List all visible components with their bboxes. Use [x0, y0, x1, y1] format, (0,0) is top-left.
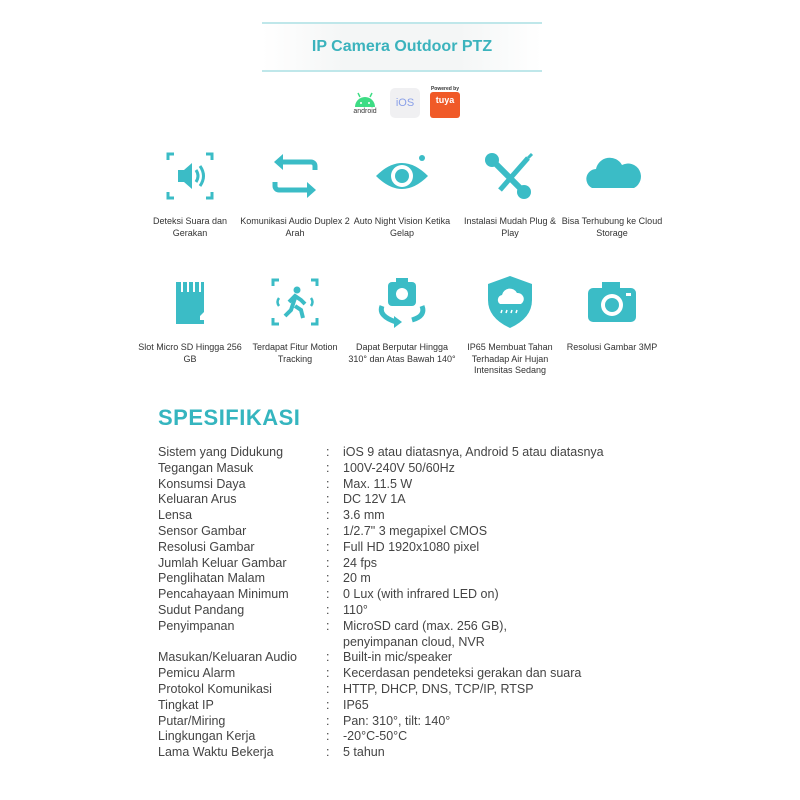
motion-tracking-icon — [265, 272, 325, 332]
spec-row — [158, 445, 604, 461]
android-icon — [352, 92, 378, 108]
feature-label: Bisa Terhubung ke Cloud Storage — [561, 216, 663, 238]
spec-colon: : — [326, 587, 330, 602]
spec-row — [158, 619, 604, 635]
spec-row — [158, 492, 604, 508]
spec-colon: : — [326, 492, 330, 507]
spec-label: Sensor Gambar — [158, 523, 247, 538]
tools-icon — [480, 146, 540, 206]
spec-value: iOS 9 atau diatasnya, Android 5 atau diatasnya — [343, 445, 604, 459]
spec-row — [158, 571, 604, 587]
spec-label: Keluaran Arus — [158, 492, 237, 507]
spec-colon: : — [326, 650, 330, 665]
tuya-badge: Powered by tuya — [430, 86, 460, 118]
spec-value: 24 fps — [343, 555, 378, 570]
feature-label: Komunikasi Audio Duplex 2 Arah — [240, 216, 350, 238]
spec-colon: : — [326, 445, 330, 459]
spec-row — [158, 666, 604, 682]
spec-label: Konsumsi Daya — [158, 476, 246, 491]
spec-value: 5 tahun — [343, 745, 385, 760]
spec-heading: SPESIFIKASI — [158, 405, 301, 430]
spec-row — [158, 461, 604, 477]
spec-value: DC 12V 1A — [343, 492, 406, 507]
spec-label: Masukan/Keluaran Audio — [158, 650, 297, 665]
spec-colon: : — [326, 476, 330, 491]
feature-label: Instalasi Mudah Plug & Play — [463, 216, 557, 238]
spec-colon: : — [326, 681, 330, 696]
spec-row — [158, 556, 604, 572]
camera-icon — [582, 272, 642, 332]
spec-label: Jumlah Keluar Gambar — [158, 555, 287, 570]
spec-label: Penglihatan Malam — [158, 571, 266, 586]
spec-label: Sistem yang Didukung — [158, 445, 284, 459]
spec-value: Pan: 310°, tilt: 140° — [343, 713, 451, 728]
spec-value: 100V-240V 50/60Hz — [343, 460, 455, 475]
spec-colon: : — [326, 523, 330, 538]
sd-card-icon — [160, 272, 220, 332]
feature-item — [240, 272, 350, 365]
spec-colon: : — [326, 666, 330, 681]
spec-row — [158, 729, 604, 745]
feature-item — [557, 272, 667, 354]
feature-label: Terdapat Fitur Motion Tracking — [252, 342, 338, 364]
spec-label: Tingkat IP — [158, 697, 214, 712]
spec-value: 3.6 mm — [343, 508, 385, 523]
spec-value: -20°C-50°C — [343, 729, 408, 744]
spec-colon: : — [326, 602, 330, 617]
platform-badges — [350, 86, 460, 118]
spec-value: HTTP, DHCP, DNS, TCP/IP, RTSP — [343, 681, 534, 696]
spec-label: Sudut Pandang — [158, 602, 245, 617]
page-title: IP Camera Outdoor PTZ — [311, 38, 493, 55]
spec-value: 110° — [343, 602, 368, 617]
title-banner — [262, 22, 542, 72]
spec-colon: : — [326, 697, 330, 712]
spec-row-continued — [158, 635, 604, 651]
feature-label: Resolusi Gambar 3MP — [566, 342, 658, 352]
spec-row — [158, 682, 604, 698]
spec-colon: : — [326, 555, 330, 570]
spec-row — [158, 587, 604, 603]
spec-value: 0 Lux (with infrared LED on) — [343, 587, 499, 602]
sound-detect-icon — [160, 146, 220, 206]
feature-item — [347, 146, 457, 239]
feature-item — [557, 146, 667, 239]
spec-label: Lingkungan Kerja — [158, 729, 256, 744]
spec-value: 1/2.7" 3 megapixel CMOS — [343, 523, 488, 538]
spec-row — [158, 745, 604, 761]
spec-row — [158, 698, 604, 714]
spec-value: penyimpanan cloud, NVR — [343, 634, 485, 649]
spec-label: Resolusi Gambar — [158, 539, 255, 554]
feature-label: IP65 Membuat Tahan Terhadap Air Hujan Intensitas Sedang — [467, 342, 553, 375]
spec-value: 20 m — [343, 571, 371, 586]
feature-item — [455, 146, 565, 239]
spec-label: Lama Waktu Bekerja — [158, 745, 274, 760]
feature-label: Deteksi Suara dan Gerakan — [152, 216, 228, 238]
spec-colon: : — [326, 571, 330, 586]
spec-colon: : — [326, 618, 330, 633]
spec-value: Built-in mic/speaker — [343, 650, 453, 665]
spec-colon: : — [326, 539, 330, 554]
spec-row — [158, 477, 604, 493]
spec-row — [158, 650, 604, 666]
spec-colon: : — [326, 460, 330, 475]
spec-label: Putar/Miring — [158, 713, 226, 728]
spec-value: IP65 — [343, 697, 369, 712]
feature-item — [240, 146, 350, 239]
spec-row — [158, 714, 604, 730]
spec-label: Pemicu Alarm — [158, 666, 236, 681]
spec-row — [158, 540, 604, 556]
spec-value: Max. 11.5 W — [343, 476, 413, 491]
spec-value: Full HD 1920x1080 pixel — [343, 539, 480, 554]
spec-value: MicroSD card (max. 256 GB), — [343, 618, 507, 633]
feature-label: Auto Night Vision Ketika Gelap — [353, 216, 451, 238]
feature-item — [455, 272, 565, 377]
spec-table — [158, 445, 604, 761]
spec-row — [158, 524, 604, 540]
spec-label: Lensa — [158, 508, 193, 523]
spec-label: Protokol Komunikasi — [158, 681, 272, 696]
spec-label: Penyimpanan — [158, 618, 235, 633]
feature-item — [347, 272, 457, 365]
spec-row — [158, 508, 604, 524]
feature-label: Slot Micro SD Hingga 256 GB — [138, 342, 242, 364]
spec-label: Pencahayaan Minimum — [158, 587, 289, 602]
spec-label: Tegangan Masuk — [158, 460, 254, 475]
feature-label: Dapat Berputar Hingga 310° dan Atas Bawah 140° — [348, 342, 456, 364]
spec-row — [158, 603, 604, 619]
duplex-arrows-icon — [265, 146, 325, 206]
eye-icon — [372, 146, 432, 206]
spec-colon: : — [326, 745, 330, 760]
cloud-icon — [582, 146, 642, 206]
spec-colon: : — [326, 508, 330, 523]
rotate-camera-icon — [372, 272, 432, 332]
feature-item — [135, 146, 245, 239]
android-badge: android — [350, 88, 380, 118]
tuya-logo: tuya — [430, 92, 460, 118]
spec-colon: : — [326, 713, 330, 728]
rain-shield-icon — [480, 272, 540, 332]
spec-colon: : — [326, 729, 330, 744]
ios-badge: iOS — [390, 88, 420, 118]
feature-item — [135, 272, 245, 365]
spec-value: Kecerdasan pendeteksi gerakan dan suara — [343, 666, 582, 681]
